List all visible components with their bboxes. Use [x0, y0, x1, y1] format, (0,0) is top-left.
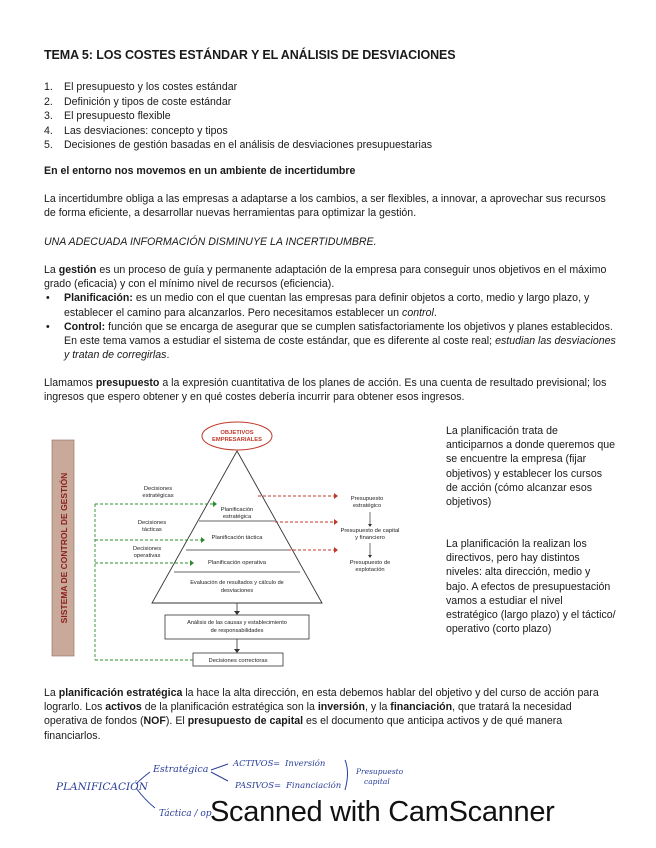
hand-pasivos: PASIVOS	[235, 781, 275, 791]
term-presupuesto: presupuesto	[95, 377, 160, 389]
term: NOF	[143, 715, 166, 728]
text: de la planificación estratégica son la	[141, 701, 318, 714]
left-label: Decisiones	[132, 546, 162, 552]
left-label: Decisiones	[143, 486, 173, 492]
toc-text: El presupuesto y los costes estándar	[64, 81, 238, 93]
vertical-label-text: SISTEMA DE CONTROL DE GESTIÓN	[59, 472, 69, 624]
hand-branch1: Estratégica	[153, 764, 209, 775]
hand-activos: ACTIVOS	[233, 759, 274, 769]
right-label: estratégico	[352, 503, 382, 509]
camscanner-watermark: Scanned with CamScanner	[210, 796, 555, 828]
paragraph-incertidumbre: La incertidumbre obliga a las empresas a adaptarse a los cambios, a ser flexibles, a innovar, a aprovechar sus recursos de forma eficiente, a desarrollar nuevas herramientas para optimizar la gestión.	[44, 193, 606, 220]
hand-note: Presupuesto	[356, 767, 404, 776]
toc-text: Definición y tipos de coste estándar	[64, 95, 232, 108]
level-tactical: Planificación táctica	[211, 535, 263, 541]
text: .	[166, 349, 170, 362]
term: activos	[105, 701, 142, 714]
toc-text: El presupuesto flexible	[64, 110, 171, 123]
left-label: operativas	[133, 553, 161, 559]
analysis-text: Análisis de las causas y establecimiento	[187, 620, 287, 626]
hand-financiacion: Financiación	[286, 781, 342, 791]
apex-line: OBJETIVOS	[220, 430, 254, 436]
text: a la expresión cuantitativa de los planes de acción. Es una cuenta de resultado previsional; los ingresos que espero obtener y en qué costes debería incurrir para obtener esos ingresos.	[44, 377, 607, 404]
toc-number: 3.	[44, 110, 53, 123]
term: presupuesto de capital	[187, 715, 304, 728]
text: es un proceso de guía y permanente adaptación de la empresa para conseguir unos objetivos en el máximo grado (eficacia) y con el mínimo nivel de recursos (eficiencia).	[44, 264, 607, 291]
toc-number: 2.	[44, 95, 53, 108]
corrective-text: Decisiones correctoras	[208, 658, 268, 664]
italic-text: control	[402, 306, 434, 319]
text: la hace la alta dirección, en esta debemos hablar del objetivo y del curso de acción para lograrlo. Los	[44, 687, 599, 714]
level-operational: Planificación operativa	[207, 560, 267, 566]
level-evaluation: Evaluación de resultados y cálculo de	[190, 580, 284, 586]
subheading: En el entorno nos movemos en un ambiente de incertidumbre	[44, 165, 356, 177]
toc-text: Las desviaciones: concepto y tipos	[64, 124, 228, 137]
hand-branch	[211, 764, 228, 781]
hand-equals: =	[274, 781, 282, 791]
page-title: TEMA 5: LOS COSTES ESTÁNDAR Y EL ANÁLISIS DE DESVIACIONES	[44, 48, 456, 62]
term: planificación estratégica	[58, 687, 183, 699]
side-note-1: La planificación trata de anticiparnos a donde queremos que se encuentre la empresa (fijar objetivos) y establecer los cursos de acción (cómo alcanzar esos objetivos)	[446, 425, 616, 509]
toc-number: 5.	[44, 139, 53, 152]
hand-inversion: Inversión	[285, 759, 326, 769]
italic-statement: UNA ADECUADA INFORMACIÓN DISMINUYE LA INCERTIDUMBRE.	[44, 236, 377, 248]
toc-number: 1.	[44, 81, 53, 93]
toc-text: Decisiones de gestión basadas en el análisis de desviaciones presupuestarias	[64, 139, 433, 152]
term: inversión	[317, 701, 365, 714]
term-gestion: gestión	[58, 264, 97, 276]
text: La	[44, 264, 59, 276]
toc-number: 4.	[44, 124, 53, 137]
analysis-text: de responsabilidades	[210, 628, 264, 634]
level-evaluation: desviaciones	[220, 588, 254, 594]
left-label: Decisiones	[137, 520, 167, 526]
text: .	[433, 306, 437, 319]
left-label: estratégicas	[142, 493, 174, 499]
level-strategic: estratégica	[222, 514, 252, 520]
left-label: tácticas	[142, 527, 162, 533]
hand-note: capital	[364, 777, 390, 786]
level-strategic: Planificación	[220, 507, 254, 513]
text: , que tratará la necesidad operativa de fondos (	[44, 701, 572, 728]
hand-brace	[345, 760, 348, 790]
apex-line: EMPRESARIALES	[212, 437, 262, 443]
text: ). El	[165, 715, 188, 728]
side-note-2: La planificación la realizan los directivos, pero hay distintos niveles: alta dirección, medio y bajo. A efectos de presupuestación vamos a estudiar el nivel estratégico (largo plazo) y el táctico/ operativo (corto plazo)	[446, 538, 616, 636]
text: es un medio con el que cuentan las empresas para definir objetos a corto, medio y largo plazo, y establecer el camino para alcanzarlos. Pero necesitamos establecer un	[64, 292, 590, 319]
hand-equals: =	[273, 759, 281, 769]
right-label: explotación	[355, 567, 385, 573]
right-label: Presupuesto de capital	[340, 528, 400, 534]
text: función que se encarga de asegurar que se cumplen satisfactoriamente los objetivos y planes establecidos. En este tema vamos a estudiar el sistema de coste estándar, que es diferente al coste real;	[64, 320, 613, 348]
text: Llamamos	[44, 377, 96, 389]
term: Planificación:	[64, 292, 133, 305]
term: financiación	[390, 701, 453, 714]
term: Control:	[64, 320, 106, 333]
right-label: Presupuesto de	[349, 560, 391, 566]
right-label: y financiero	[355, 535, 385, 541]
text: , y la	[364, 701, 391, 714]
hand-branch2: Táctica / op	[159, 809, 212, 819]
hand-root: PLANIFICACIÓN	[56, 781, 148, 793]
italic-text: estudian las desviaciones y tratan de corregirlas	[64, 335, 616, 362]
text: La	[44, 687, 59, 699]
right-label: Presupuesto	[350, 496, 384, 502]
text: es el documento que anticipa activos y de qué manera financiarlos.	[44, 715, 563, 742]
